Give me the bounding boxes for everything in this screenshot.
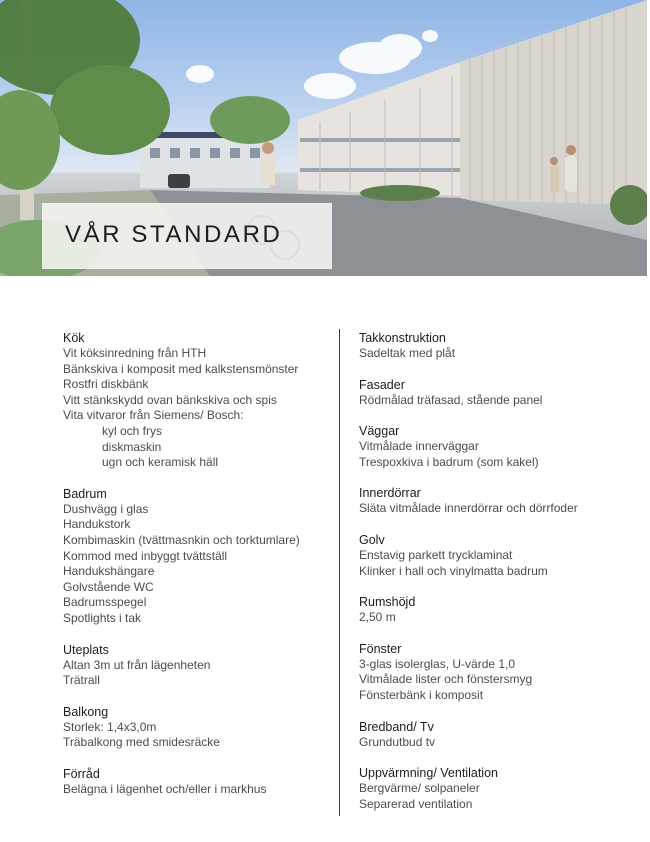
spec-section	[359, 594, 629, 626]
spec-item: Fönsterbänk i komposit	[359, 687, 484, 702]
spec-item: Kombimaskin (tvättmasnkin och torktumlare)	[63, 532, 300, 547]
spec-section	[359, 377, 629, 409]
spec-item: Vita vitvaror från Siemens/ Bosch:	[63, 408, 244, 423]
spec-subitem: diskmaskin	[102, 439, 162, 454]
section-title: Takkonstruktion	[359, 331, 446, 345]
section-title: Badrum	[63, 486, 107, 501]
spec-item: Kommod med inbyggt tvättställ	[63, 548, 228, 563]
spec-item: Belägna i lägenhet och/eller i markhus	[63, 781, 267, 796]
spec-item: Storlek: 1,4x3,0m	[63, 719, 157, 734]
spec-item: Bänkskiva i komposit med kalkstensmönster	[63, 361, 299, 376]
section-title: Innerdörrar	[359, 486, 421, 501]
section-title: Förråd	[63, 766, 100, 781]
spec-item: Enstavig parkett trycklaminat	[359, 547, 513, 562]
spec-section	[359, 532, 629, 579]
spec-item: Grundutbud tv	[359, 734, 436, 749]
spec-item: Spotlights i tak	[63, 610, 142, 625]
spec-subitem: kyl och frys	[102, 423, 163, 438]
spec-section	[63, 766, 331, 798]
section-title: Rumshöjd	[359, 595, 416, 610]
section-title: Uteplats	[63, 642, 109, 657]
page-title: VÅR STANDARD	[65, 221, 283, 248]
spec-item: Handukshängare	[63, 564, 155, 579]
section-title: Väggar	[359, 424, 400, 439]
spec-item: Altan 3m ut från lägenheten	[63, 657, 211, 672]
spec-section	[359, 641, 629, 704]
spec-item: Vitmålade lister och fönstersmyg	[359, 672, 533, 687]
spec-item: Sadeltak med plåt	[359, 346, 456, 360]
section-title: Balkong	[63, 704, 109, 719]
spec-item: Vitt stänkskydd ovan bänkskiva och spis	[63, 392, 277, 407]
section-title: Golv	[359, 532, 385, 547]
spec-item: Rostfri diskbänk	[63, 377, 149, 392]
spec-item: Vitmålade innerväggar	[359, 439, 479, 454]
spec-item: Rödmålad träfasad, stående panel	[359, 392, 543, 407]
spec-section	[359, 765, 629, 812]
spec-section	[359, 423, 629, 470]
spec-item: Dushvägg i glas	[63, 501, 149, 516]
spec-item: Separerad ventilation	[359, 796, 473, 811]
section-title: Fönster	[359, 641, 402, 656]
section-title: Kök	[63, 331, 85, 345]
spec-section	[359, 330, 629, 362]
spec-item: Släta vitmålade innerdörrar och dörrfoder	[359, 501, 578, 516]
spec-item: 3-glas isolerglas, U-värde 1,0	[359, 656, 516, 671]
hero-rendering	[0, 0, 647, 276]
spec-item: Träbalkong med smidesräcke	[63, 735, 220, 750]
left-column	[63, 330, 331, 797]
spec-item: 2,50 m	[359, 610, 396, 625]
spec-section	[63, 704, 331, 751]
section-title: Fasader	[359, 377, 405, 392]
title-box	[42, 203, 332, 269]
spec-item: Handukstork	[63, 517, 131, 532]
spec-section	[359, 485, 629, 517]
column-divider	[339, 329, 340, 816]
spec-item: Badrumsspegel	[63, 595, 147, 610]
spec-item: Golvstående WC	[63, 579, 154, 594]
spec-subitem: ugn och keramisk häll	[102, 455, 219, 470]
section-title: Bredband/ Tv	[359, 719, 434, 734]
section-title: Uppvärmning/ Ventilation	[359, 766, 498, 781]
spec-item: Vit köksinredning från HTH	[63, 346, 207, 360]
spec-item: Trätrall	[63, 673, 100, 688]
spec-section	[359, 719, 629, 751]
spec-section	[63, 642, 331, 689]
spec-item: Klinker i hall och vinylmatta badrum	[359, 563, 548, 578]
spec-section	[63, 486, 331, 627]
spec-item: Bergvärme/ solpaneler	[359, 781, 480, 796]
spec-item: Trespoxkiva i badrum (som kakel)	[359, 454, 539, 469]
spec-section	[63, 330, 331, 471]
right-column	[359, 330, 629, 812]
